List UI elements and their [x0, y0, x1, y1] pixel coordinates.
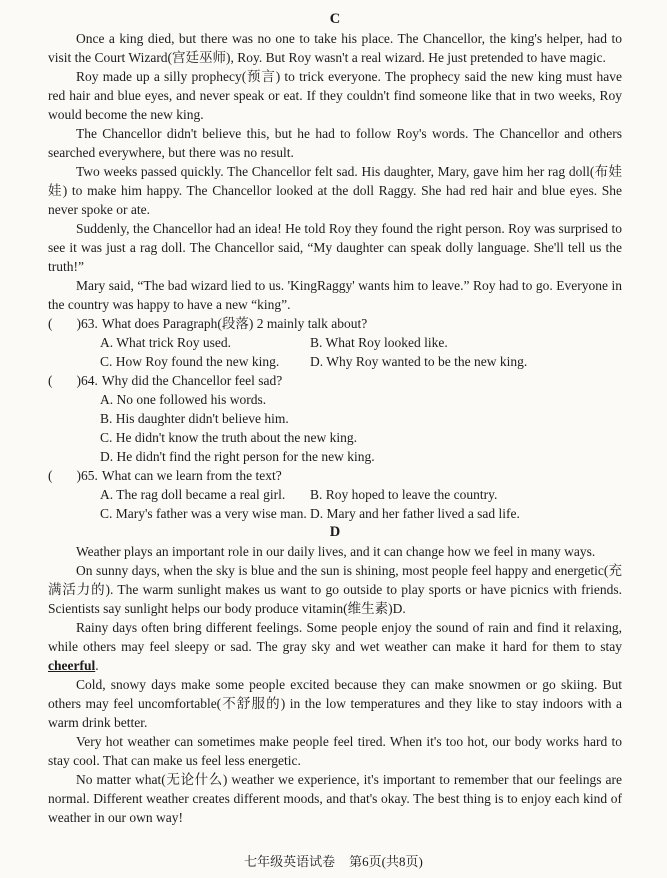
question-text: Why did the Chancellor feel sad? [101, 373, 283, 388]
emphasized-word-cheerful: cheerful [48, 658, 96, 673]
question-65-options-row-1 [100, 485, 622, 504]
answer-paren-open: ( [48, 468, 53, 483]
paragraph-text-post: . [95, 658, 99, 673]
passage-c-paragraph-4: Two weeks passed quickly. The Chancellor felt sad. His daughter, Mary, gave him her rag doll(布娃娃) to make him happy. The Chancellor looked at the doll Raggy. She had red hair and blue eyes. She never spoke or ate. [48, 164, 622, 217]
page-footer [0, 852, 667, 871]
question-65-stem [48, 466, 622, 485]
passage-c-paragraph-1: Once a king died, but there was no one to take his place. The Chancellor, the king's helper, had to visit the Court Wizard(宫廷巫师), Roy. But Roy wasn't a real wizard. He just pretended to have magic. [48, 31, 622, 65]
question-64-stem [48, 371, 622, 390]
question-63-options-row-2 [100, 352, 622, 371]
option-64-d: D. He didn't find the right person for the new king. [100, 449, 375, 464]
answer-paren-close: ) [76, 468, 81, 483]
question-63 [48, 314, 622, 371]
option-65-d: D. Mary and her father lived a sad life. [310, 506, 520, 521]
question-text: What can we learn from the text? [101, 468, 282, 483]
question-number: 65. [81, 468, 98, 483]
passage-d-paragraph-4: Cold, snowy days make some people excited because they can make snowmen or go skiing. But others may feel uncomfortable(不舒服的) in the low temperatures and they like to stay indoors with a warm drink better. [48, 677, 622, 730]
passage-c-paragraph-2: Roy made up a silly prophecy(预言) to trick everyone. The prophecy said the new king must have red hair and blue eyes, and never speak or eat. If they couldn't find someone like that in two weeks, Roy would become the new king. [48, 69, 622, 122]
option-63-b: B. What Roy looked like. [310, 335, 448, 350]
question-number: 63. [81, 316, 98, 331]
passage-d-paragraph-5: Very hot weather can sometimes make people feel tired. When it's too hot, our body works hard to stay cool. That can make us feel less energetic. [48, 734, 622, 768]
question-number: 64. [81, 373, 98, 388]
option-63-a: A. What trick Roy used. [100, 335, 231, 350]
option-63-c: C. How Roy found the new king. [100, 354, 280, 369]
question-64 [48, 371, 622, 466]
answer-paren-open: ( [48, 316, 53, 331]
section-c-heading: C [329, 11, 341, 27]
question-text: What does Paragraph(段落) 2 mainly talk about? [101, 316, 368, 331]
question-63-options-row-1 [100, 333, 622, 352]
passage-d-paragraph-6: No matter what(无论什么) weather we experience, it's important to remember that our feelings are normal. Different weather creates different moods, and that's okay. The best thing is to enjoy each kind of weather in our own way! [48, 772, 622, 825]
option-64-b: B. His daughter didn't believe him. [100, 411, 289, 426]
passage-d-paragraph-1: Weather plays an important role in our daily lives, and it can change how we feel in many ways. [76, 544, 596, 559]
answer-paren-open: ( [48, 373, 53, 388]
option-63-d: D. Why Roy wanted to be the new king. [310, 354, 528, 369]
footer-page-number: 第6页(共8页) [349, 854, 423, 869]
paragraph-text-pre: Rainy days often bring different feelings. Some people enjoy the sound of rain and find it relaxing, while others may feel sleepy or sad. The gray sky and wet weather can make it hard for them to stay [48, 620, 622, 654]
option-65-a: A. The rag doll became a real girl. [100, 487, 286, 502]
answer-paren-close: ) [76, 316, 81, 331]
option-64-c: C. He didn't know the truth about the new king. [100, 430, 358, 445]
passage-d-paragraph-3 [48, 618, 622, 675]
option-64-a: A. No one followed his words. [100, 392, 267, 407]
footer-exam-title: 七年级英语试卷 [244, 854, 336, 869]
section-d-heading: D [329, 524, 341, 540]
passage-c-paragraph-6: Mary said, “The bad wizard lied to us. 'KingRaggy' wants him to leave.” Roy had to go. Everyone in the country was happy to have a new “king”. [48, 278, 622, 312]
passage-c-paragraph-5: Suddenly, the Chancellor had an idea! He told Roy they found the right person. Roy was surprised to see it was just a rag doll. The Chancellor said, “My daughter can speak dolly language. She'll tell us the truth!” [48, 221, 622, 274]
option-65-b: B. Roy hoped to leave the country. [310, 487, 498, 502]
question-63-stem [48, 314, 622, 333]
answer-paren-close: ) [76, 373, 81, 388]
passage-c-paragraph-3: The Chancellor didn't believe this, but he had to follow Roy's words. The Chancellor and others searched everywhere, but there was no result. [48, 126, 622, 160]
passage-d-paragraph-2: On sunny days, when the sky is blue and the sun is shining, most people feel happy and energetic(充满活力的). The warm sunlight makes us want to go outside to play sports or have picnics with friends. Scientists say sunlight helps our body produce vitamin(维生素)D. [48, 563, 622, 616]
question-65 [48, 466, 622, 523]
option-65-c: C. Mary's father was a very wise man. [100, 506, 307, 521]
question-65-options-row-2 [100, 504, 622, 523]
